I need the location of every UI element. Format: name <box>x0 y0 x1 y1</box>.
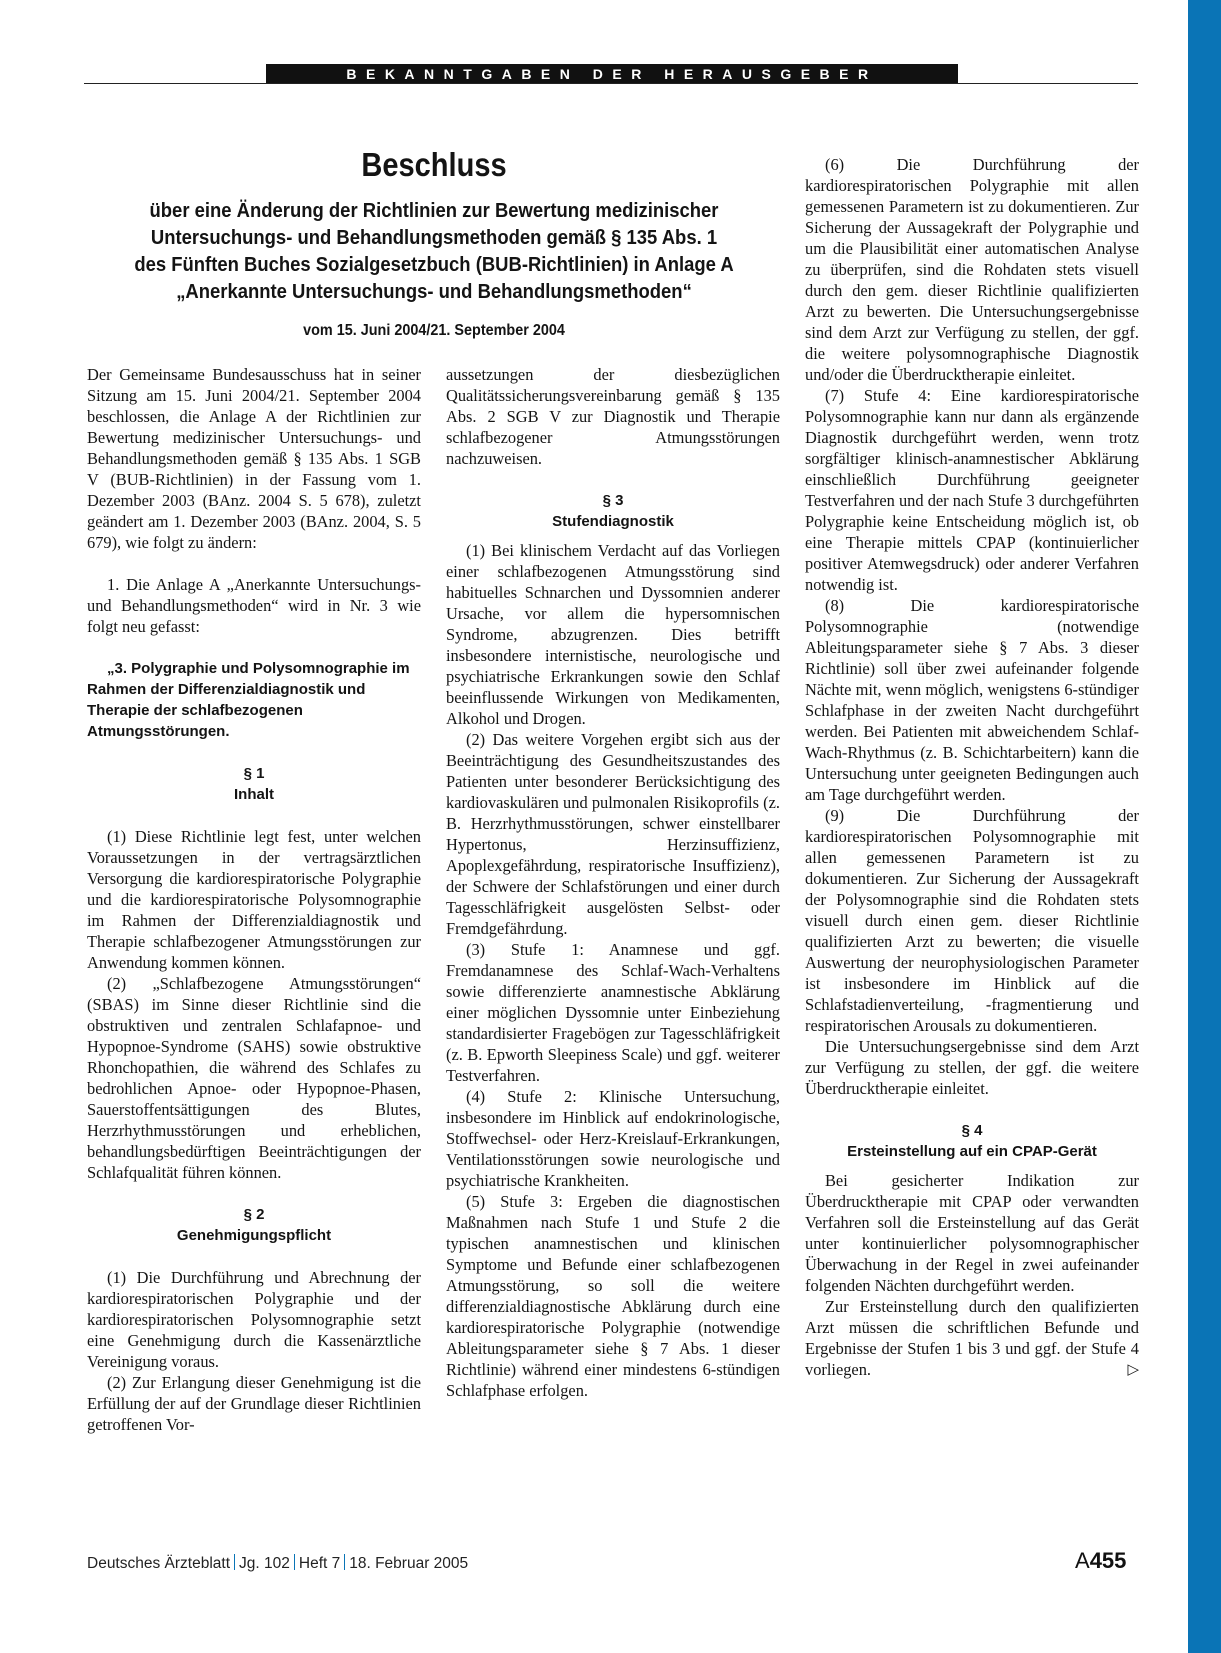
page-number <box>1075 1548 1126 1574</box>
subtitle-line: „Anerkannte Untersuchungs- und Behandlungsmethoden“ <box>176 280 692 303</box>
journal-issue: Heft 7 <box>298 1555 341 1572</box>
article-subtitle <box>79 197 788 305</box>
continue-triangle-icon: ▷ <box>1127 1360 1139 1378</box>
header-rule <box>84 83 1138 84</box>
section-3-title: Stufendiagnostik <box>552 513 674 530</box>
section-1-paragraph-2: (2) „Schlafbezogene Atmungsstörungen“ (SBAS) im Sinne dieser Richtlinie sind die obstruktiven und zentralen Schlafapnoe- und Hypopnoe-Syndrome (SAHS) sowie obstruktive Rhonchopathien, die während des Schlafes zu bedrohlichen Apnoe- oder Hypopnoe-Phasen, Sauerstoffentsättigungen des Blutes, Herzrhythmusstörungen und erheblichen, behandlungsbedürftigen Beeinträchtigungen der Schlafqualität führen können. <box>87 974 421 1182</box>
section-3-paragraph-1: (1) Bei klinischem Verdacht auf das Vorliegen einer schlafbezogenen Atmungsstörung sind habituelles Schnarchen und Dyssomnien anderer Ursache, vor allem die hypersomnischen Syndrome, abzugrenzen. Dies betrifft insbesondere internistische, neurologische und psychiatrische Erkrankungen sowie den Schlaf beeinflussende Wirkungen von Medikamenten, Alkohol und Drogen. <box>446 541 780 728</box>
section-2-number: § 2 <box>243 1206 265 1223</box>
right-edge-color-bar <box>1188 0 1221 1653</box>
section-3-paragraph-3: (3) Stufe 1: Anamnese und ggf. Fremdanamnese des Schlaf-Wach-Verhaltens sowie differenzierte anamnestische Abklärung einer möglichen Dyssomnie unter Einbeziehung standardisierter Fragebögen zur Tagesschläfrigkeit (z. B. Epworth Sleepiness Scale) und ggf. weiterer Testverfahren. <box>446 940 780 1085</box>
section-2-paragraph-2: (2) Zur Erlangung dieser Genehmigung ist die Erfüllung der auf der Grundlage dieser Richtlinien getroffenen Vor- <box>87 1373 421 1434</box>
section-1-number: § 1 <box>243 765 265 782</box>
section-4-paragraph-1: Bei gesicherter Indikation zur Überdrucktherapie mit CPAP oder verwandten Verfahren soll die Ersteinstellung auf das Gerät unter kontinuierlicher polysomnographischer Überwachung in der Regel in zwei aufeinander folgenden Nächten durchgeführt werden. <box>805 1171 1139 1295</box>
section-3-paragraph-4: (4) Stufe 2: Klinische Untersuchung, insbesondere im Hinblick auf endokrinologische, Stoffwechsel- oder Herz-Kreislauf-Erkrankungen, Ventilationsstörungen sowie neurologische und psychiatrische Krankheiten. <box>446 1087 780 1190</box>
journal-footer <box>87 1554 468 1573</box>
section-3-number: § 3 <box>602 492 624 509</box>
resolution-date: vom 15. Juni 2004/21. September 2004 <box>303 322 565 339</box>
continued-paragraph: aussetzungen der diesbezüglichen Qualitätssicherungsvereinbarung gemäß § 135 Abs. 2 SGB V zur Diagnostik und Therapie schlafbezogener Atmungsstörungen nachzuweisen. <box>446 365 780 468</box>
section-2-title: Genehmigungspflicht <box>176 1227 332 1244</box>
section-1-title: Inhalt <box>234 786 274 803</box>
text-column-2 <box>446 364 780 1401</box>
section-1-paragraph-1: (1) Diese Richtlinie legt fest, unter welchen Voraussetzungen in der vertragsärztlichen Versorgung die kardiorespiratorische Polygraphie und die kardiorespiratorische Polysomnographie im Rahmen der Differenzialdiagnostik und Therapie schlafbezogener Atmungsstörungen zur Anwendung kommen können. <box>87 827 421 972</box>
footer-separator <box>294 1554 295 1570</box>
text-column-1 <box>87 364 421 1435</box>
footer-separator <box>234 1554 235 1570</box>
article-title: Beschluss <box>361 146 507 183</box>
subtitle-line: über eine Änderung der Richtlinien zur Bewertung medizinischer <box>149 199 719 222</box>
section-3-paragraph-9: (9) Die Durchführung der kardiorespiratorischen Polysomnographie mit allen gemessenen Parametern ist zu dokumentieren. Zur Sicherung der Aussagekraft der Polysomnographie sind die Rohdaten stets visuell durch einen gem. dieser Richtlinie qualifizierten Arzt zu bewerten; die visuelle Auswertung der neurophysiologischen Parameter ist insbesondere im Hinblick auf die Schlafstadienverteilung, -fragmentierung und respiratorischen Arousals zu dokumentieren. <box>805 806 1139 1035</box>
page-prefix: A <box>1075 1548 1090 1573</box>
journal-name: Deutsches Ärzteblatt <box>87 1555 231 1572</box>
intro-paragraph: Der Gemeinsame Bundesausschuss hat in seiner Sitzung am 15. Juni 2004/21. September 2004 beschlossen, die Anlage A der Richtlinien zur Bewertung medizinischer Untersuchungs- und Behandlungsmethoden gemäß § 135 Abs. 1 SGB V (BUB-Richtlinien) in der Fassung vom 1. Dezember 2003 (BAnz. 2004 S. 5 678), zuletzt geändert am 1. Dezember 2003 (BAnz. 2004, S. 5 679), wie folgt zu ändern: <box>87 365 421 552</box>
subtitle-line: Untersuchungs- und Behandlungsmethoden gemäß § 135 Abs. 1 <box>150 226 718 249</box>
subtitle-line: des Fünften Buches Sozialgesetzbuch (BUB-Richtlinien) in Anlage A <box>134 253 734 276</box>
section-3-paragraph-7: (7) Stufe 4: Eine kardiorespiratorische Polysomnographie kann nur dann als ergänzende Diagnostik durchgeführt werden, wenn trotz sorgfältiger klinisch-anamnestischer Abklärung einschließlich Durchführung geeigneter Testverfahren und der nach Stufe 3 durchgeführten Polygraphie keine Entscheidung möglich ist, ob eine Therapie mittels CPAP (kontinuierlicher positiver Atemwegsdruck) oder anderer Verfahren notwendig ist. <box>805 386 1139 594</box>
journal-date: 18. Februar 2005 <box>349 1555 469 1572</box>
section-3-paragraph-6: (6) Die Durchführung der kardiorespiratorischen Polygraphie mit allen gemessenen Parametern ist zu dokumentieren. Zur Sicherung der Aussagekraft der Polygraphie und um die Plausibilität einer automatischen Analyse zu überprüfen, sind die Rohdaten stets visuell durch den gem. dieser Richtlinie qualifizierten Arzt zu bewerten. Die Untersuchungsergebnisse sind dem Arzt zur Verfügung zu stellen, der ggf. die weitere polysomnographische Diagnostik und/oder die Überdrucktherapie einleitet. <box>805 155 1139 384</box>
section-3-paragraph-5: (5) Stufe 3: Ergeben die diagnostischen Maßnahmen nach Stufe 1 und Stufe 2 die typischen anamnestischen und klinischen Symptome und Befunde einer schlafbezogenen Atmungsstörung, so soll die weitere differenzialdiagnostische Abklärung durch eine kardiorespiratorische Polygraphie (notwendige Ableitungsparameter siehe § 7 Abs. 1 dieser Richtlinie) während einer mindestens 6-stündigen Schlafphase erfolgen. <box>446 1192 780 1400</box>
section-3-paragraph-8: (8) Die kardiorespiratorische Polysomnographie (notwendige Ableitungsparameter siehe § 7 Abs. 3 dieser Richtlinie) soll über zwei aufeinander folgende Nächte mit, wenn möglich, wenigstens 6-stündiger Schlafphase in der zweiten Nacht durchgeführt werden. Bei Patienten mit abweichendem Schlaf-Wach-Rhythmus (z. B. Schichtarbeitern) kann die Untersuchung unter geeigneten Bedingungen auch am Tage durchgeführt werden. <box>805 596 1139 804</box>
section-2-paragraph-1: (1) Die Durchführung und Abrechnung der kardiorespiratorischen Polygraphie und der kardiorespiratorischen Polysomnographie setzt eine Genehmigung durch die Kassenärztliche Vereinigung voraus. <box>87 1268 421 1371</box>
amended-section-heading: „3. Polygraphie und Polysomnographie im Rahmen der Differenzialdiagnostik und Therapie der schlafbezogenen Atmungsstörungen. <box>87 660 410 740</box>
section-4-title: Ersteinstellung auf ein CPAP-Gerät <box>847 1143 1097 1160</box>
footer-separator <box>344 1554 345 1570</box>
section-4-paragraph-2-text: Zur Ersteinstellung durch den qualifizierten Arzt müssen die schriftlichen Befunde und Ergebnisse der Stufen 1 bis 3 und ggf. der Stufe 4 vorliegen. <box>805 1297 1139 1379</box>
section-banner: BEKANNTGABEN DER HERAUSGEBER <box>266 64 958 84</box>
text-column-3 <box>805 154 1139 1380</box>
section-3-paragraph-2: (2) Das weitere Vorgehen ergibt sich aus der Beeinträchtigung des Gesundheitszustandes des Patienten unter besonderer Berücksichtigung des kardiovaskulären und pulmonalen Risikoprofils (z. B. Herzrhythmusstörungen, schwer einstellbarer Hypertonus, Herzinsuffizienz, Apoplexgefährdung, respiratorische Insuffizienz), der Schwere der Schlafstörungen und einer durch Tagesschläfrigkeit ausgelösten Selbst- oder Fremdgefährdung. <box>446 730 780 938</box>
page-number-value: 455 <box>1089 1548 1127 1573</box>
section-3-paragraph-9b: Die Untersuchungsergebnisse sind dem Arzt zur Verfügung zu stellen, der ggf. die weitere Überdrucktherapie einleitet. <box>805 1037 1139 1098</box>
section-4-number: § 4 <box>961 1122 983 1139</box>
journal-volume: Jg. 102 <box>239 1555 290 1572</box>
section-4-paragraph-2 <box>805 1296 1139 1380</box>
amendment-item-1: 1. Die Anlage A „Anerkannte Untersuchungs- und Behandlungsmethoden“ wird in Nr. 3 wie folgt neu gefasst: <box>87 575 421 636</box>
